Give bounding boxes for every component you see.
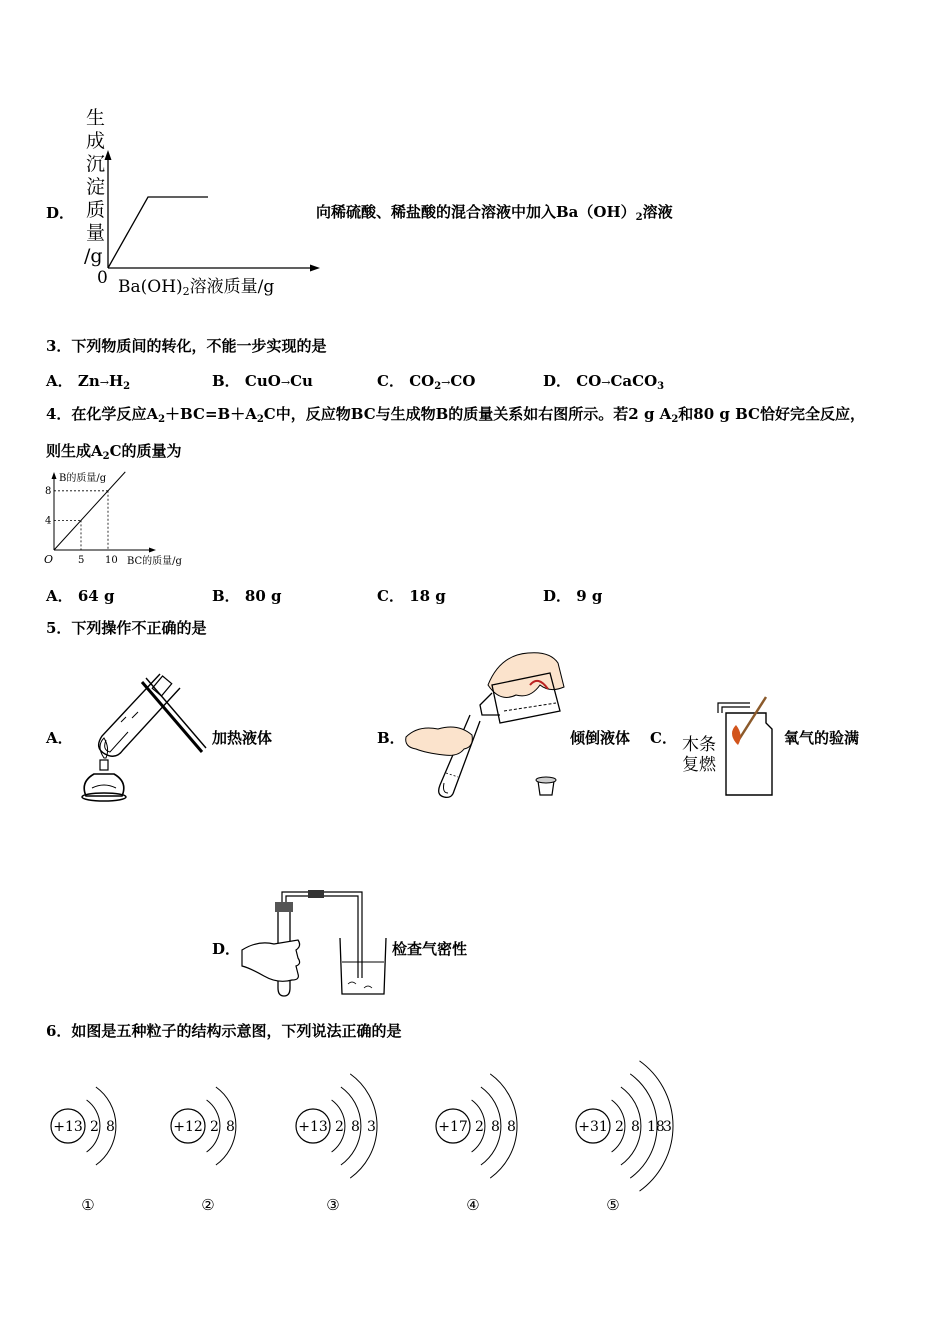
- electron-count: 8: [631, 1119, 640, 1135]
- q5-option-b-label[interactable]: B．: [377, 729, 405, 747]
- electron-count: 8: [491, 1119, 500, 1135]
- beaker-icon: [340, 938, 386, 994]
- q5-heating-liquid-illustration: [76, 660, 211, 805]
- warming-hand-icon: [242, 940, 300, 981]
- airtightness-svg: [238, 888, 393, 1000]
- nucleus-charge: +13: [53, 1119, 83, 1135]
- particle-svg-5: [565, 1050, 705, 1220]
- electron-count: 2: [90, 1119, 99, 1135]
- q4-x-arrow: [149, 548, 156, 553]
- splint-flame-icon: [732, 725, 741, 745]
- q3-stem: 3．下列物质间的转化，不能一步实现的是: [46, 337, 327, 355]
- nucleus-charge: +12: [173, 1119, 203, 1135]
- gas-tube-icon: [718, 703, 750, 713]
- q2d-ylabel-0: 生: [86, 107, 106, 129]
- q4-xtick-0: 5: [78, 555, 85, 566]
- rubber-joint-icon: [308, 890, 324, 898]
- q2d-origin: 0: [97, 268, 108, 288]
- particle-diagram-3: [285, 1050, 425, 1224]
- heating-liquid-svg: [76, 660, 211, 805]
- particle-diagram-5: [565, 1050, 705, 1224]
- q2-option-d-description: 向稀硫酸、稀盐酸的混合溶液中加入$Ba(OH)_2$溶液: [316, 203, 673, 223]
- q4-chart: [40, 466, 200, 572]
- particle-number: ④: [466, 1196, 480, 1214]
- electron-count: 2: [210, 1119, 219, 1135]
- q3-option-b[interactable]: B． CuO→Cu: [212, 372, 313, 390]
- pouring-hand-icon: [488, 653, 564, 698]
- q5-option-b-text: 倾倒液体: [570, 729, 631, 747]
- nucleus-charge: +31: [578, 1119, 608, 1135]
- q4-ytick-1: 8: [45, 485, 52, 497]
- q5-option-d-text: 检查气密性: [392, 940, 468, 958]
- particle-diagram-1: [40, 1050, 180, 1224]
- electron-count: 8: [106, 1119, 115, 1135]
- q2d-ylabel-5: 量: [86, 222, 106, 244]
- q4-option-c[interactable]: C． 18 g: [377, 587, 446, 605]
- q2d-curve: [108, 197, 208, 268]
- q4-option-b[interactable]: B． 80 g: [212, 587, 282, 605]
- flame-icon: [100, 738, 108, 758]
- electron-count: 8: [226, 1119, 235, 1135]
- q4-option-d[interactable]: D． 9 g: [543, 587, 603, 605]
- q4-option-a[interactable]: A． 64 g: [46, 587, 115, 605]
- q4-ytick-0: 4: [45, 515, 52, 527]
- particle-svg-1: [40, 1050, 180, 1220]
- c-inner-label-line1: 木条: [682, 735, 716, 755]
- bubbles-icon: [348, 982, 372, 988]
- q4-stem-line1: 4．在化学反应$A_2+BC=B+A_2C$中，反应物BC与生成物B的质量关系如右图所示。若2 g $A_2$和80 g BC恰好完全反应，: [46, 405, 865, 425]
- particle-number: ①: [81, 1196, 95, 1214]
- q3-option-c[interactable]: C． $CO_2\to CO$: [377, 372, 476, 392]
- particle-diagram-4: [425, 1050, 565, 1224]
- nucleus-charge: +13: [298, 1119, 328, 1135]
- q2d-xlabel: Ba(OH)2溶液质量/g: [118, 277, 275, 298]
- electron-count: 18: [647, 1119, 665, 1135]
- electron-count: 3: [663, 1119, 672, 1135]
- particle-svg-3: [285, 1050, 425, 1220]
- q5-option-c-label[interactable]: C．: [650, 729, 677, 747]
- q4-xtick-1: 10: [105, 555, 118, 566]
- particle-number: ③: [326, 1196, 340, 1214]
- particle-diagram-2: [160, 1050, 300, 1224]
- electron-count: 2: [335, 1119, 344, 1135]
- electron-count: 3: [367, 1119, 376, 1135]
- tube-holder-icon: [146, 678, 206, 748]
- q2-option-d-label: D．: [46, 204, 75, 222]
- q3-option-d[interactable]: D． CO→CaCO$_3$: [543, 372, 665, 392]
- rubber-stopper-icon: [275, 902, 293, 912]
- q2d-y-arrow: [105, 150, 112, 160]
- q5-option-c-text: 氧气的验满: [784, 729, 860, 747]
- q2d-ylabel-3: 淀: [86, 176, 106, 198]
- electron-count: 2: [615, 1119, 624, 1135]
- particle-number: ②: [201, 1196, 215, 1214]
- electron-count: 8: [507, 1119, 516, 1135]
- holding-hand-icon: [406, 727, 473, 755]
- q3-option-a[interactable]: A． $Zn\to H_2$: [46, 372, 131, 392]
- q2d-ylabel-1: 成: [86, 130, 106, 152]
- q5-airtightness-illustration: [238, 888, 393, 1000]
- nucleus-charge: +17: [438, 1119, 468, 1135]
- particle-number: ⑤: [606, 1196, 620, 1214]
- q4-origin: O: [44, 553, 54, 566]
- q2d-ylabel-4: 质: [86, 199, 106, 221]
- electron-count: 2: [475, 1119, 484, 1135]
- q6-stem: 6．如图是五种粒子的结构示意图，下列说法正确的是: [46, 1022, 402, 1040]
- electron-count: 8: [351, 1119, 360, 1135]
- q6-particles-row: [40, 1050, 700, 1220]
- q5-pouring-liquid-illustration: [400, 645, 570, 805]
- q5-option-a-label[interactable]: A．: [46, 729, 73, 747]
- c-inner-label-line2: 复燃: [682, 755, 716, 775]
- q5-stem: 5．下列操作不正确的是: [46, 619, 207, 637]
- q2d-ylabel-6: /g: [84, 245, 103, 267]
- pouring-liquid-svg: [400, 645, 570, 805]
- q2d-x-arrow: [310, 265, 320, 272]
- q5-option-a-text: 加热液体: [212, 729, 273, 747]
- particle-svg-4: [425, 1050, 565, 1220]
- lamp-wick-holder-icon: [100, 760, 108, 770]
- q2d-ylabel-2: 沉: [86, 153, 106, 175]
- q5-c-inner-label: [682, 735, 716, 775]
- tube-holder-handle-icon: [142, 682, 202, 752]
- particle-svg-2: [160, 1050, 300, 1220]
- q5-option-d-label[interactable]: D．: [212, 940, 241, 958]
- q2d-graph-svg: [76, 100, 326, 300]
- q4-y-arrow: [52, 472, 57, 479]
- q4-stem-line2: 则生成$A_2C$的质量为: [46, 442, 182, 462]
- q4-chart-svg: [40, 466, 200, 572]
- q2d-graph: [76, 100, 326, 300]
- q4-ylabel: B的质量/g: [59, 473, 107, 484]
- q4-xlabel: BC的质量/g: [127, 556, 182, 567]
- test-tube-icon: [99, 674, 180, 756]
